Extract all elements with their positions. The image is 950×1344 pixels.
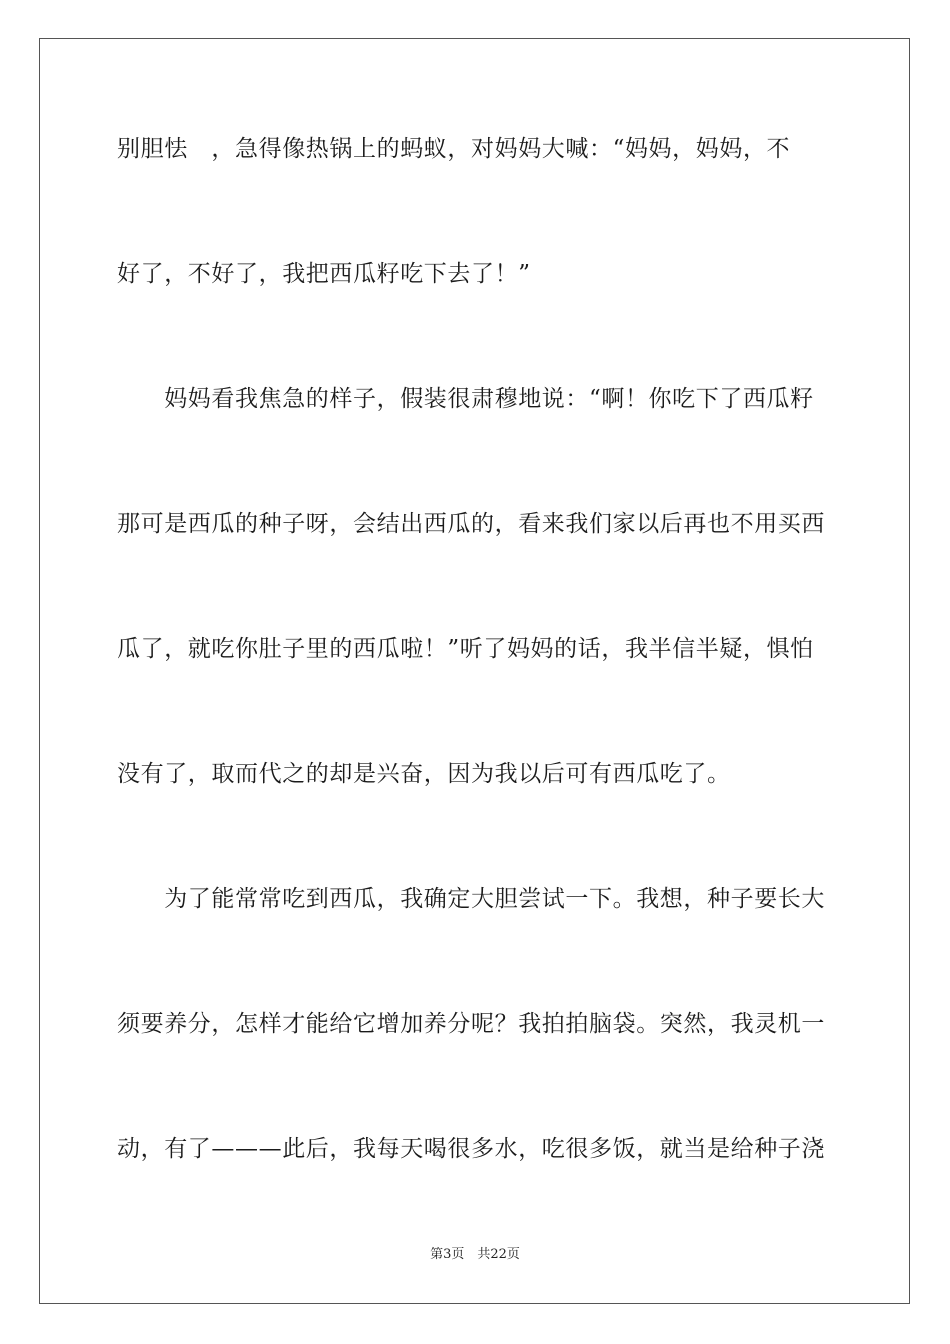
text-line: 别胆怯 ，急得像热锅上的蚂蚁，对妈妈大喊：“妈妈，妈妈，不 (117, 136, 791, 162)
page-number-label: 第3页 共22页 (430, 1247, 520, 1262)
text-line: 为了能常常吃到西瓜，我确定大胆尝试一下。我想，种子要长大 (117, 886, 825, 912)
text-line: 瓜了，就吃你肚子里的西瓜啦！”听了妈妈的话，我半信半疑，惧怕 (117, 636, 814, 662)
text-line: 好了，不好了，我把西瓜籽吃下去了！” (117, 261, 531, 287)
text-line: 没有了，取而代之的却是兴奋，因为我以后可有西瓜吃了。 (117, 761, 731, 787)
page-border (39, 38, 910, 1304)
text-line: 妈妈看我焦急的样子，假装很肃穆地说：“啊！你吃下了西瓜籽 (117, 386, 814, 412)
text-line: 动，有了———此后，我每天喝很多水，吃很多饭，就当是给种子浇 (117, 1136, 825, 1162)
text-line: 那可是西瓜的种子呀，会结出西瓜的，看来我们家以后再也不用买西 (117, 511, 825, 537)
page-footer (0, 1246, 950, 1264)
text-line: 须要养分，怎样才能给它增加养分呢？我拍拍脑袋。突然，我灵机一 (117, 1011, 825, 1037)
